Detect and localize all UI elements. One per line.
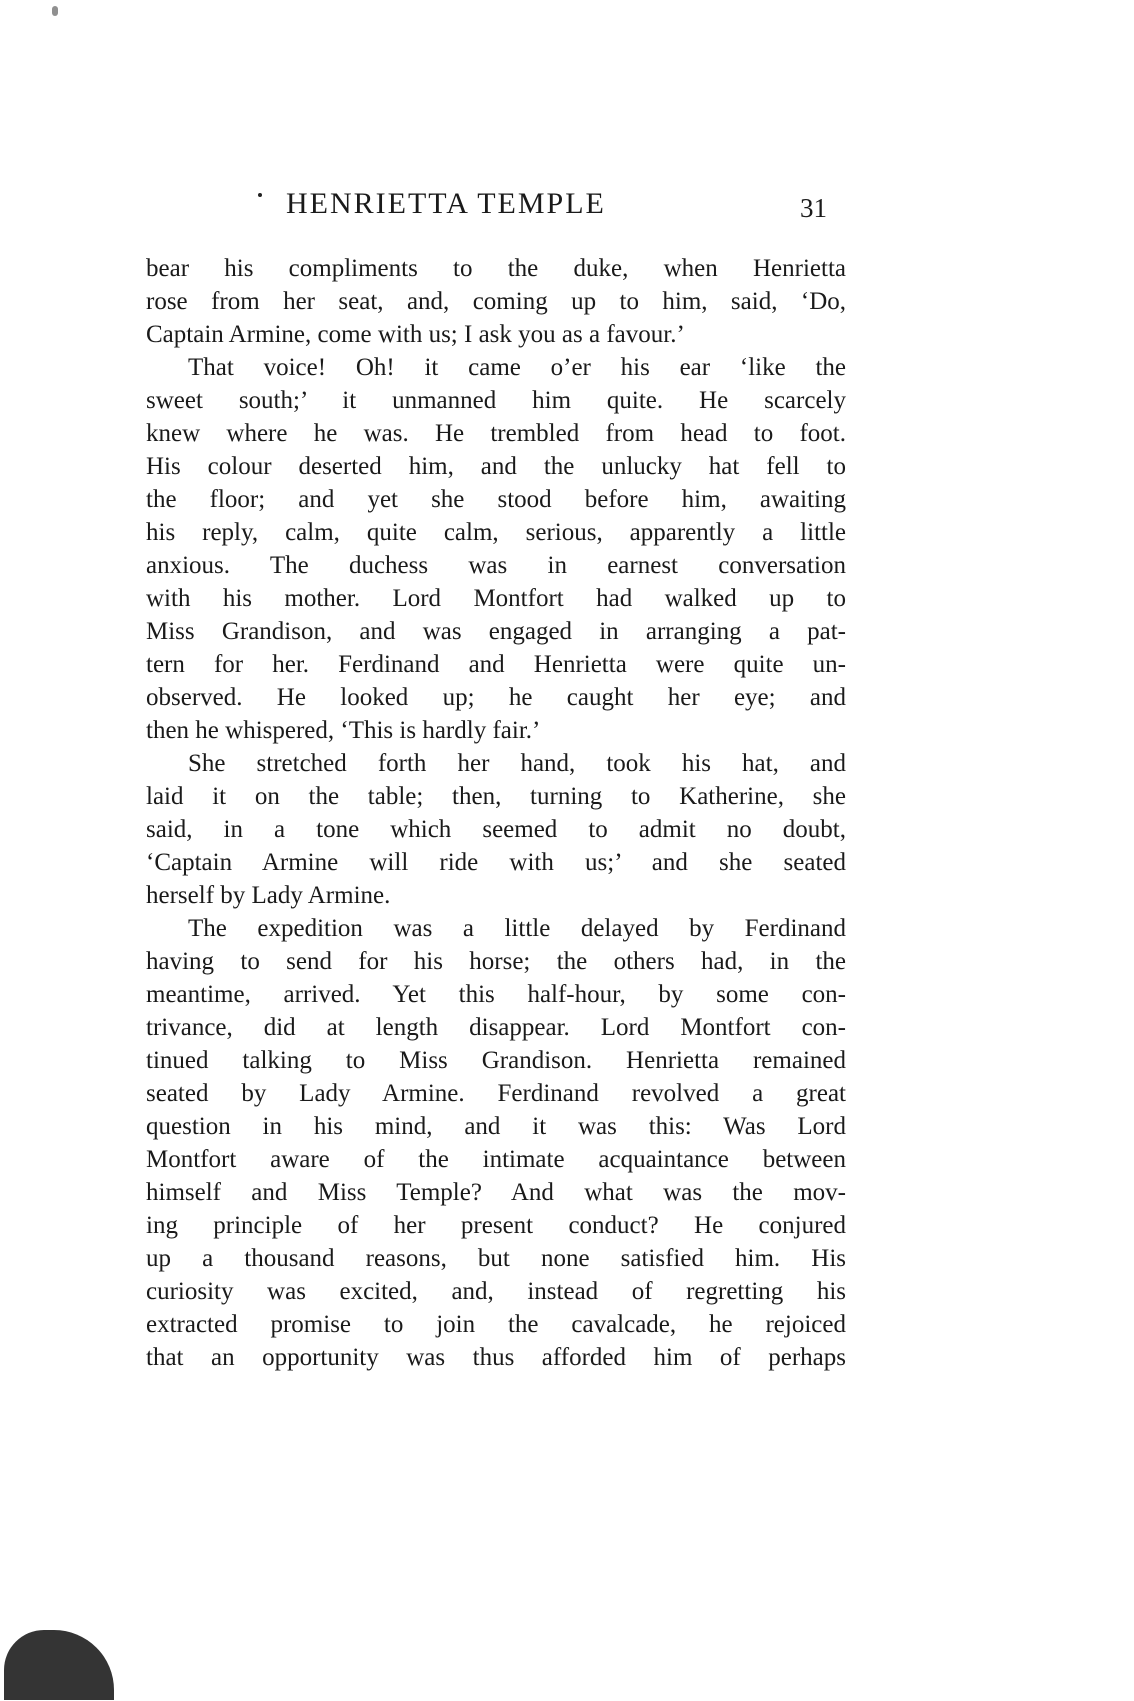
text-line: tinued talking to Miss Grandison. Henrietta remained (146, 1047, 846, 1074)
text-line: curiosity was excited, and, instead of regretting his (146, 1278, 846, 1305)
text-line: ing principle of her present conduct? He conjured (146, 1212, 846, 1239)
text-line: his reply, calm, quite calm, serious, apparently a little (146, 519, 846, 546)
text-line: observed. He looked up; he caught her eye; and (146, 684, 846, 711)
text-line: up a thousand reasons, but none satisfied him. His (146, 1245, 846, 1272)
text-line: His colour deserted him, and the unlucky hat fell to (146, 453, 846, 480)
text-line: extracted promise to join the cavalcade, he rejoiced (146, 1311, 846, 1338)
scan-smudge-top-left (52, 6, 58, 16)
text-line: himself and Miss Temple? And what was the mov- (146, 1179, 846, 1206)
text-line: trivance, did at length disappear. Lord Montfort con- (146, 1014, 846, 1041)
text-line: knew where he was. He trembled from head to foot. (146, 420, 846, 447)
text-line: tern for her. Ferdinand and Henrietta were quite un- (146, 651, 846, 678)
paragraph-start-line: The expedition was a little delayed by Ferdinand (188, 915, 846, 942)
text-line: ‘Captain Armine will ride with us;’ and she seated (146, 849, 846, 876)
body-text (146, 252, 846, 1374)
text-line: Captain Armine, come with us; I ask you as a favour.’ (146, 321, 685, 348)
paragraph-start-line: She stretched forth her hand, took his hat, and (188, 750, 846, 777)
text-line: seated by Lady Armine. Ferdinand revolved a great (146, 1080, 846, 1107)
text-line: that an opportunity was thus afforded him of perhaps (146, 1344, 846, 1371)
text-line: meantime, arrived. Yet this half-hour, by some con- (146, 981, 846, 1008)
text-line: then he whispered, ‘This is hardly fair.’ (146, 717, 541, 744)
running-title: HENRIETTA TEMPLE (286, 187, 606, 220)
text-line: rose from her seat, and, coming up to him, said, ‘Do, (146, 288, 846, 315)
text-line: the floor; and yet she stood before him, awaiting (146, 486, 846, 513)
scan-speck (258, 193, 262, 197)
text-line: herself by Lady Armine. (146, 882, 391, 909)
scan-edge-shadow (4, 1630, 114, 1700)
text-line: laid it on the table; then, turning to Katherine, she (146, 783, 846, 810)
text-line: Montfort aware of the intimate acquaintance between (146, 1146, 846, 1173)
page-header (0, 184, 1134, 224)
text-line: anxious. The duchess was in earnest conversation (146, 552, 846, 579)
text-line: with his mother. Lord Montfort had walked up to (146, 585, 846, 612)
page-number: 31 (800, 193, 827, 223)
text-line: bear his compliments to the duke, when Henrietta (146, 255, 846, 282)
paragraph-start-line: That voice! Oh! it came o’er his ear ‘like the (188, 354, 846, 381)
text-line: sweet south;’ it unmanned him quite. He scarcely (146, 387, 846, 414)
text-line: having to send for his horse; the others had, in the (146, 948, 846, 975)
text-line: said, in a tone which seemed to admit no doubt, (146, 816, 846, 843)
text-line: question in his mind, and it was this: Was Lord (146, 1113, 846, 1140)
text-line: Miss Grandison, and was engaged in arranging a pat- (146, 618, 846, 645)
